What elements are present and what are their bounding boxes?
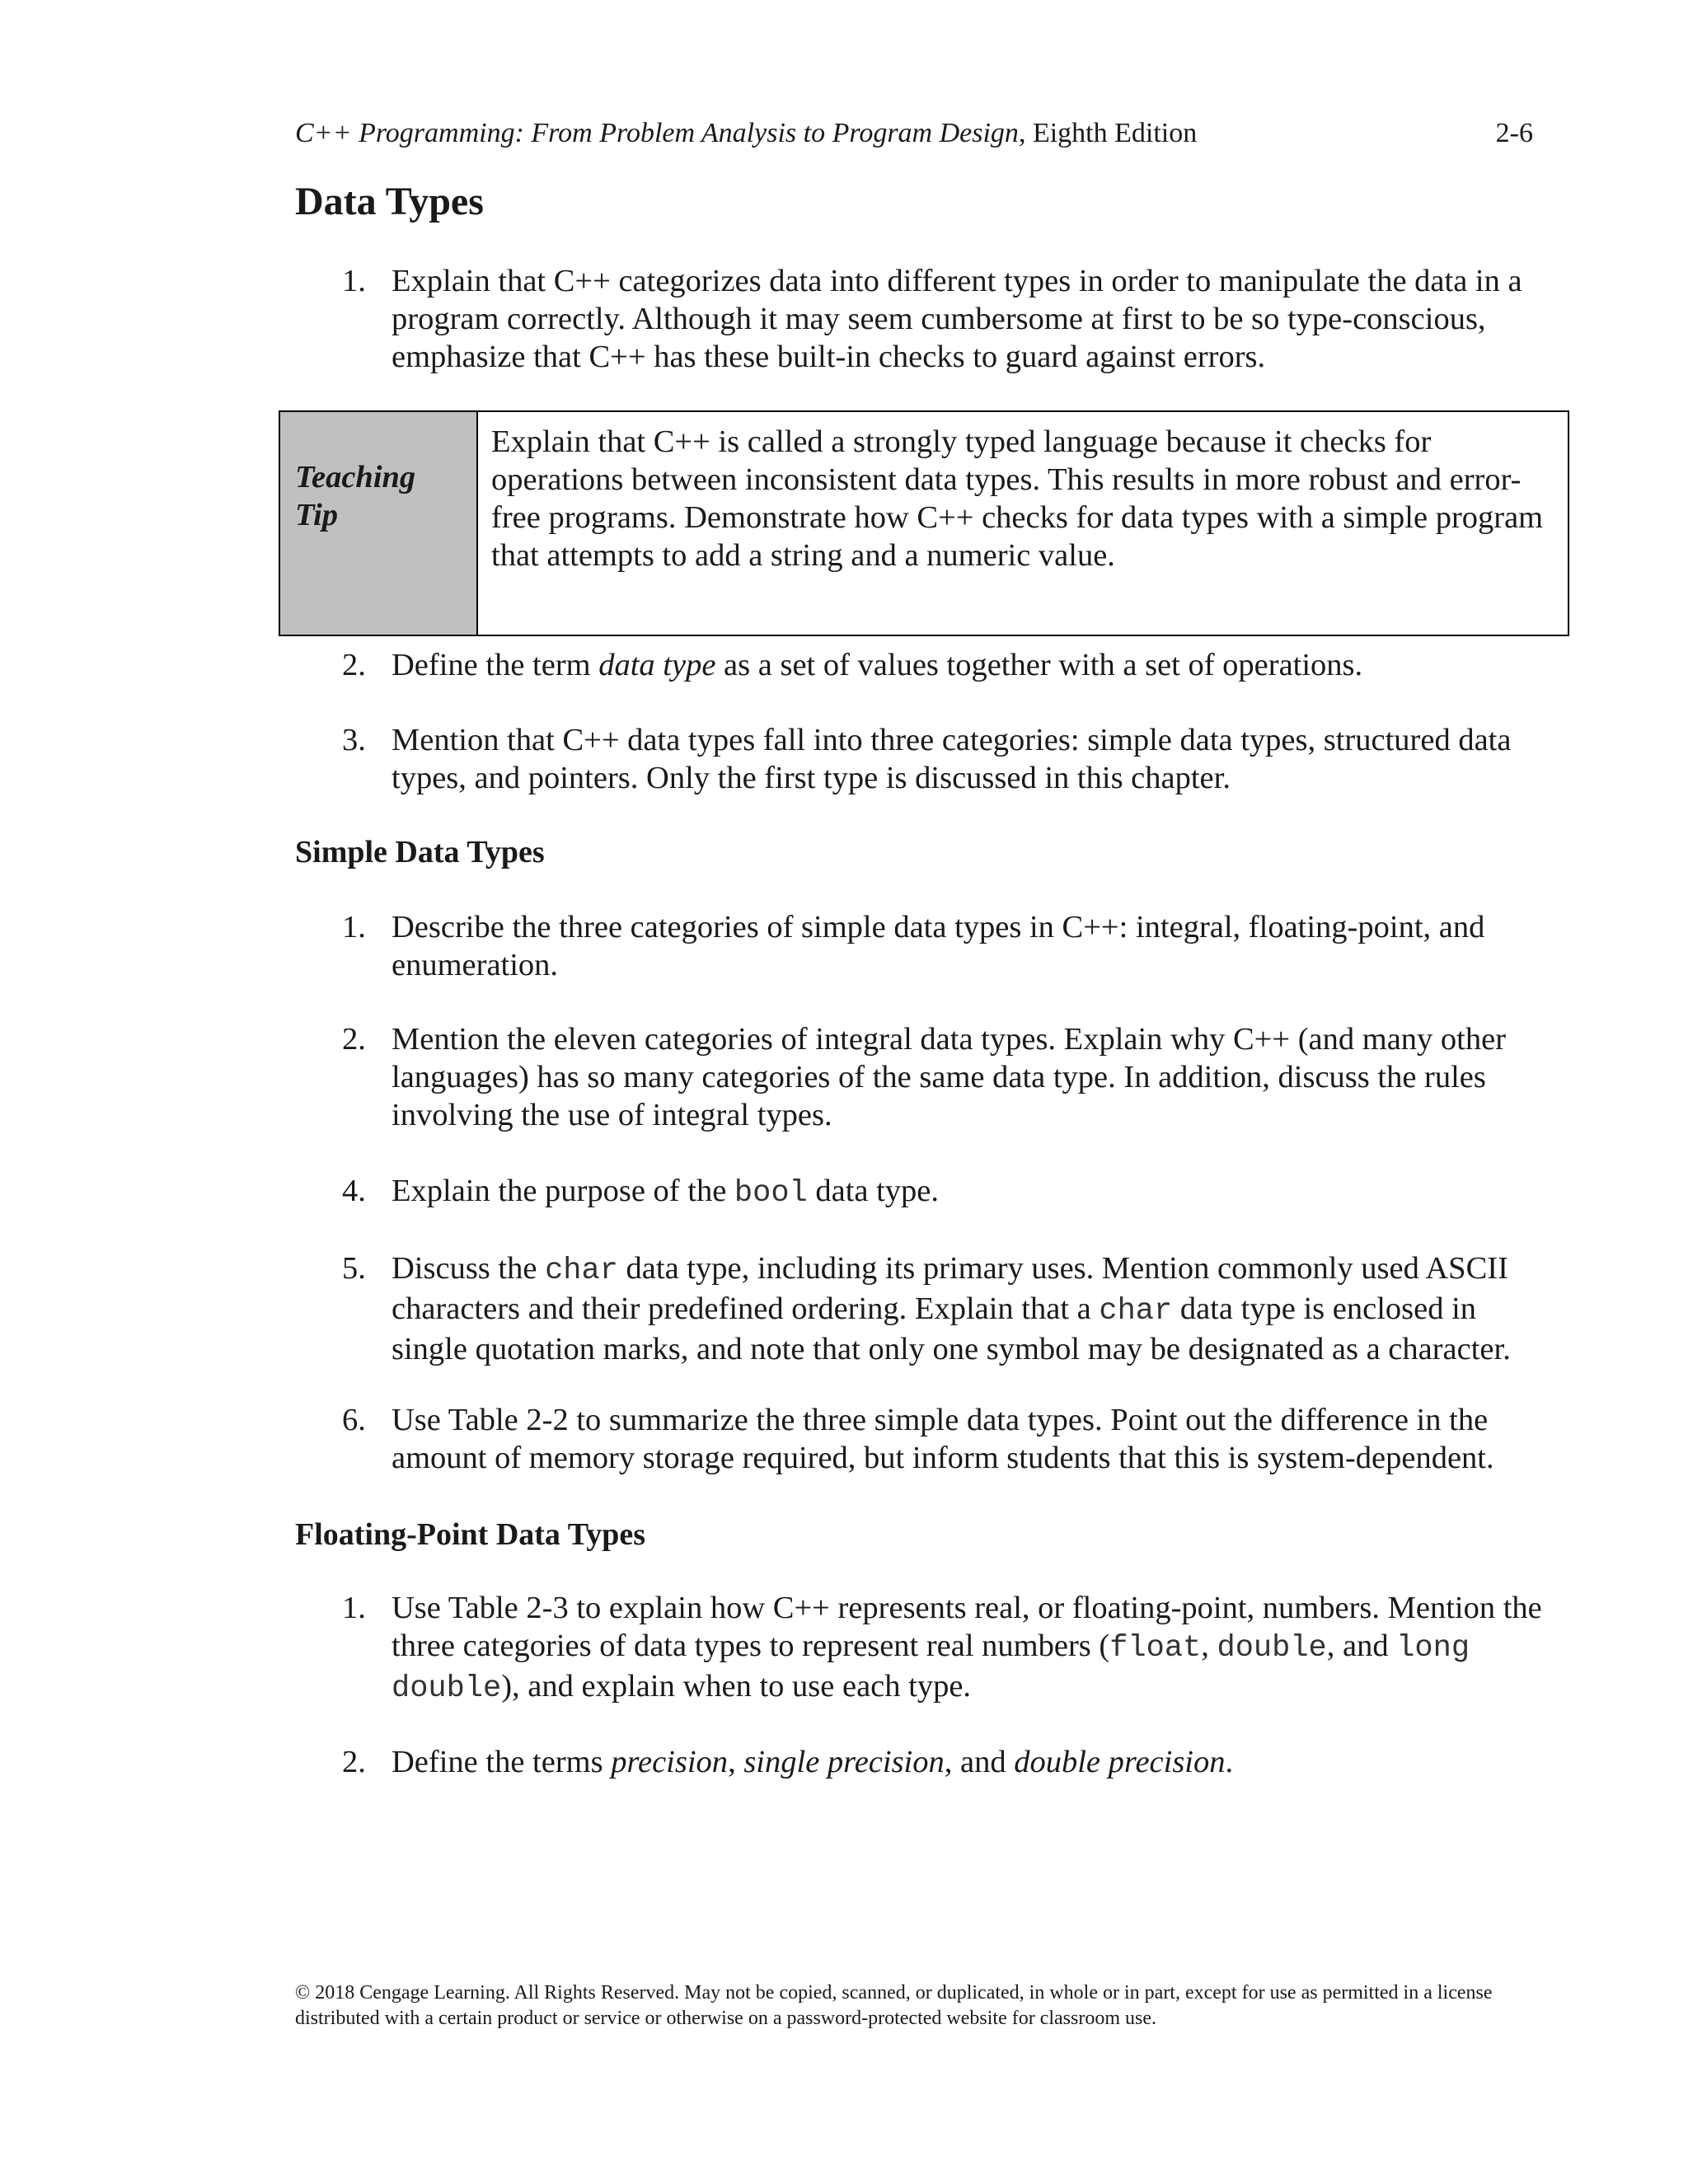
item-text	[392, 1172, 1550, 1212]
teaching-tip-text: Explain that C++ is called a strongly typed language because it checks for operations between inconsistent data types. This results in more robust and error-free programs. Demonstrate how C++ checks for data types with a simple program that attempts to add a string and a numeric value.	[491, 424, 1544, 573]
text-run: Discuss the	[392, 1251, 546, 1286]
code-keyword: double	[1217, 1631, 1327, 1666]
text-run: ), and explain when to use each type.	[501, 1669, 972, 1704]
item-text	[392, 1743, 1550, 1781]
running-header	[295, 115, 1533, 152]
section-title: Data Types	[295, 180, 484, 223]
item-number: 1.	[342, 264, 366, 298]
item-text	[392, 646, 1550, 684]
item-number: 2.	[342, 648, 366, 682]
item-text: Describe the three categories of simple data types in C++: integral, floating-point, and enumeration.	[392, 910, 1485, 982]
tip-label-line1: Teaching	[295, 460, 416, 494]
item-number: 6.	[342, 1403, 366, 1437]
code-keyword: bool	[734, 1176, 808, 1211]
item-number: 3.	[342, 723, 366, 757]
item-text	[392, 1249, 1550, 1368]
text-run: Explain the purpose of the	[392, 1174, 734, 1208]
copyright-footer: © 2018 Cengage Learning. All Rights Reserved. May not be copied, scanned, or duplicated, in whole or in part, except for use as permitted in a license distributed with a certain product or service or otherwise on a password-protected website for classroom use.	[295, 1982, 1493, 2029]
teaching-tip-label-cell	[280, 412, 478, 635]
text-run: Define the term	[392, 648, 599, 682]
defined-term: double precision	[1014, 1745, 1226, 1779]
text-run: data type is enclosed in single quotation marks, and note that only one symbol may be designated as a character.	[392, 1291, 1511, 1366]
text-run: , and	[944, 1745, 1015, 1779]
item-number: 5.	[342, 1251, 366, 1286]
item-number: 2.	[342, 1745, 366, 1779]
subsection-title-simple: Simple Data Types	[295, 835, 545, 869]
text-run: .	[1225, 1745, 1234, 1779]
subsection-title-floating: Floating-Point Data Types	[295, 1517, 646, 1552]
code-keyword: long double	[392, 1631, 1470, 1706]
page-number: 2-6	[1495, 118, 1533, 148]
text-run: , and	[1326, 1629, 1397, 1663]
item-text: Mention that C++ data types fall into three categories: simple data types, structured data types, and pointers. Only the first type is discussed in this chapter.	[392, 723, 1512, 795]
text-run: as a set of values together with a set of operations.	[715, 648, 1363, 682]
item-number: 2.	[342, 1022, 366, 1057]
text-run: Use Table 2-3 to explain how C++ represents real, or floating-point, numbers. Mention the three categories of data types to represent real numbers (	[392, 1591, 1542, 1663]
item-text: Mention the eleven categories of integral data types. Explain why C++ (and many other languages) has so many categories of the same data type. In addition, discuss the rules involving the use of integral types.	[392, 1022, 1507, 1132]
teaching-tip-label	[295, 458, 468, 534]
book-title: C++ Programming: From Problem Analysis to Program Design	[295, 118, 1019, 148]
text-run: data type, including its primary uses. Mention commonly used ASCII characters and their predefined ordering. Explain that a	[392, 1251, 1508, 1326]
text-run: data type.	[807, 1174, 940, 1208]
item-text	[392, 1589, 1550, 1708]
item-number: 1.	[342, 1591, 366, 1625]
text-run: ,	[1201, 1629, 1217, 1663]
text-run: Define the terms	[392, 1745, 612, 1779]
edition-label: , Eighth Edition	[1018, 118, 1198, 148]
defined-term: data type	[598, 648, 716, 682]
tip-label-line2: Tip	[295, 498, 339, 532]
code-keyword: char	[1099, 1294, 1173, 1329]
item-number: 4.	[342, 1174, 366, 1208]
teaching-tip-box	[279, 410, 1569, 636]
text-run: ,	[728, 1745, 744, 1779]
item-text: Use Table 2-2 to summarize the three simple data types. Point out the difference in the amount of memory storage required, but inform students that this is system-dependent.	[392, 1403, 1494, 1475]
item-number: 1.	[342, 910, 366, 944]
defined-term: single precision	[743, 1745, 945, 1779]
code-keyword: char	[545, 1254, 618, 1288]
code-keyword: float	[1109, 1631, 1202, 1666]
item-text: Explain that C++ categorizes data into different types in order to manipulate the data in a program correctly. Although it may seem cumbersome at first to be so type-conscious, emphasize that C++ has these built-in checks to guard against errors.	[392, 264, 1522, 374]
defined-term: precision	[611, 1745, 729, 1779]
